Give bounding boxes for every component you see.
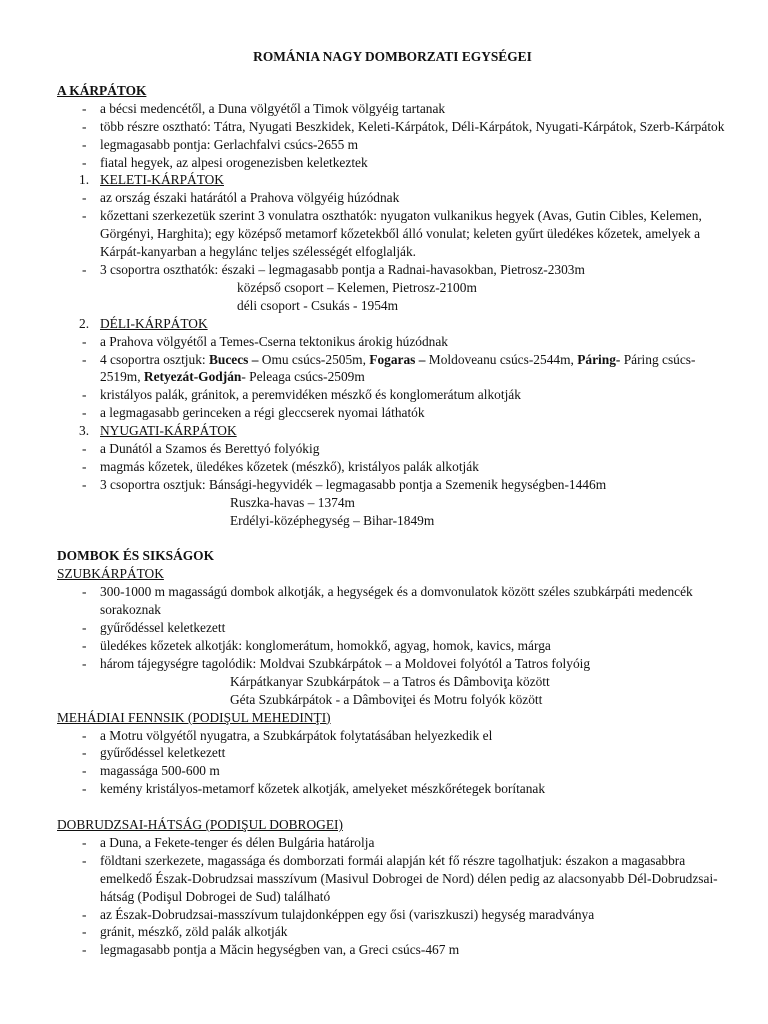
deli-list [57, 333, 728, 423]
list-item: - a Motru völgyétől nyugatra, a Szubkárpátok folytatásában helyezkedik el [57, 727, 728, 745]
list-item: - a legmagasabb gerinceken a régi gleccserek nyomai láthatók [57, 404, 728, 422]
list-item: - kemény kristályos-metamorf kőzetek alkotják, amelyeket mészkőrétegek borítanak [57, 780, 728, 798]
list-item-groups [57, 351, 728, 387]
group-name-retyezat: Retyezát-Godján [143, 369, 242, 385]
text-run: Moldoveanu csúcs-2544m, [425, 351, 578, 367]
list-item: - a Dunától a Szamos és Berettyó folyókig [57, 440, 728, 458]
continuation-line: középső csoport – Kelemen, Pietrosz-2100m [237, 279, 477, 295]
text-run: Páring csúcs-2519m, [100, 351, 696, 385]
list-item: - három tájegységre tagolódik: Moldvai Szubkárpátok – a Moldovei folyótól a Tatros folyóig [57, 655, 728, 673]
mehadiai-list [57, 727, 728, 799]
list-item: - az Észak-Dobrudzsai-masszívum tulajdonképpen egy ősi (variszkuszi) hegység maradványa [57, 906, 728, 924]
dobrudzsai-list [57, 834, 728, 959]
document-title: ROMÁNIA NAGY DOMBORZATI EGYSÉGEI [253, 49, 532, 64]
list-item: - fiatal hegyek, az alpesi orogenezisben keletkeztek [57, 154, 728, 172]
karpatok-list [57, 100, 728, 172]
section-heading-karpatok: A KÁRPÁTOK [57, 82, 147, 98]
list-item: - üledékes kőzetek alkotják: konglomerátum, homokkő, agyag, homok, kavics, márga [57, 637, 728, 655]
list-item: - több részre osztható: Tátra, Nyugati Beszkidek, Keleti-Kárpátok, Déli-Kárpátok, Nyugati-Kárpátok, Szerb-Kárpátok [57, 118, 728, 136]
subsection-number: 1. [79, 172, 90, 188]
list-item: - legmagasabb pontja a Măcin hegységben van, a Greci csúcs-467 m [57, 941, 728, 959]
list-item: - földtani szerkezete, magassága és domborzati formái alapján két fő részre tagolhatjuk: északon a magasabbra emelkedő Észak-Dobrudzsai masszívum (Masivul Dobrogei de Nord) délen pedig az alacsonyabb Dél-Dobrudzsai-hátság (Podişul Dobrogei de Sud) található [57, 852, 728, 906]
subsection-label: KELETI-KÁRPÁTOK [100, 172, 224, 188]
continuation-line: déli csoport - Csukás - 1954m [237, 297, 399, 313]
spacer [57, 798, 728, 816]
list-item: - 300-1000 m magasságú dombok alkotják, a hegységek és a domvonulatok között széles szubkárpáti medencék sorakoznak [57, 583, 728, 619]
continuation-line: Erdélyi-középhegység – Bihar-1849m [230, 512, 435, 528]
list-item: - kristályos palák, gránitok, a peremvidéken mészkő és konglomerátum alkotják [57, 386, 728, 404]
subsection-heading-deli [57, 315, 728, 333]
nyugati-list [57, 440, 728, 494]
text-run: Omu csúcs-2505m, [258, 351, 370, 367]
list-item: - kőzettani szerkezetük szerint 3 vonulatra oszthatók: nyugaton vulkanikus hegyek (Avas, Gutin Cibles, Kelemen, Görgényi, Harghita); egy középső metamorf kőzetekből álló vonulat; keleten gyűrt üledékes kőzetek, amelyek a Kárpát-kanyarban a hegylánc teljes szélességét elfoglalják. [57, 207, 728, 261]
spacer [57, 530, 728, 548]
subsection-heading-szubkarpatok: SZUBKÁRPÁTOK [57, 566, 164, 582]
list-item: - 3 csoportra osztjuk: Bánsági-hegyvidék – legmagasabb pontja a Szemenik hegységben-1446m [57, 476, 728, 494]
section-heading-dombok: DOMBOK ÉS SIKSÁGOK [57, 548, 214, 564]
list-item: - gyűrődéssel keletkezett [57, 619, 728, 637]
continuation-line: Géta Szubkárpátok - a Dâmboviţei és Motru folyók között [230, 691, 543, 707]
list-item: - a bécsi medencétől, a Duna völgyétől a Timok völgyéig tartanak [57, 100, 728, 118]
text-run: - Peleaga csúcs-2509m [241, 369, 365, 385]
group-name-fogaras: Fogaras – [369, 351, 426, 367]
subsection-heading-nyugati [57, 422, 728, 440]
subsection-heading-keleti [57, 171, 728, 189]
list-item: - gyűrődéssel keletkezett [57, 744, 728, 762]
subsection-heading-dobrudzsai: DOBRUDZSAI-HÁTSÁG (PODIŞUL DOBROGEI) [57, 817, 343, 833]
list-item: - legmagasabb pontja: Gerlachfalvi csúcs-2655 m [57, 136, 728, 154]
subsection-label: DÉLI-KÁRPÁTOK [100, 315, 208, 331]
list-item: - 3 csoportra oszthatók: északi – legmagasabb pontja a Radnai-havasokban, Pietrosz-2303m [57, 261, 728, 279]
list-item: - az ország északi határától a Prahova völgyéig húzódnak [57, 189, 728, 207]
list-item: - magmás kőzetek, üledékes kőzetek (mészkő), kristályos palák alkotják [57, 458, 728, 476]
subsection-number: 3. [79, 423, 90, 439]
group-name-bucecs: Bucecs – [208, 351, 259, 367]
group-name-paring: Páring- [577, 351, 621, 367]
list-item: - magassága 500-600 m [57, 762, 728, 780]
list-item: - a Duna, a Fekete-tenger és délen Bulgária határolja [57, 834, 728, 852]
szubkarpatok-list [57, 583, 728, 673]
continuation-line: Ruszka-havas – 1374m [230, 494, 355, 510]
list-item: - a Prahova völgyétől a Temes-Cserna tektonikus árokig húzódnak [57, 333, 728, 351]
text-run: 4 csoportra osztjuk: [100, 351, 209, 367]
subsection-number: 2. [79, 315, 90, 331]
continuation-line: Kárpátkanyar Szubkárpátok – a Tatros és Dâmboviţa között [230, 673, 550, 689]
subsection-label: NYUGATI-KÁRPÁTOK [100, 423, 237, 439]
keleti-list [57, 189, 728, 279]
list-item: - gránit, mészkő, zöld palák alkotják [57, 923, 728, 941]
subsection-heading-mehadiai: MEHÁDIAI FENNSIK (PODIŞUL MEHEDINŢI) [57, 709, 331, 725]
